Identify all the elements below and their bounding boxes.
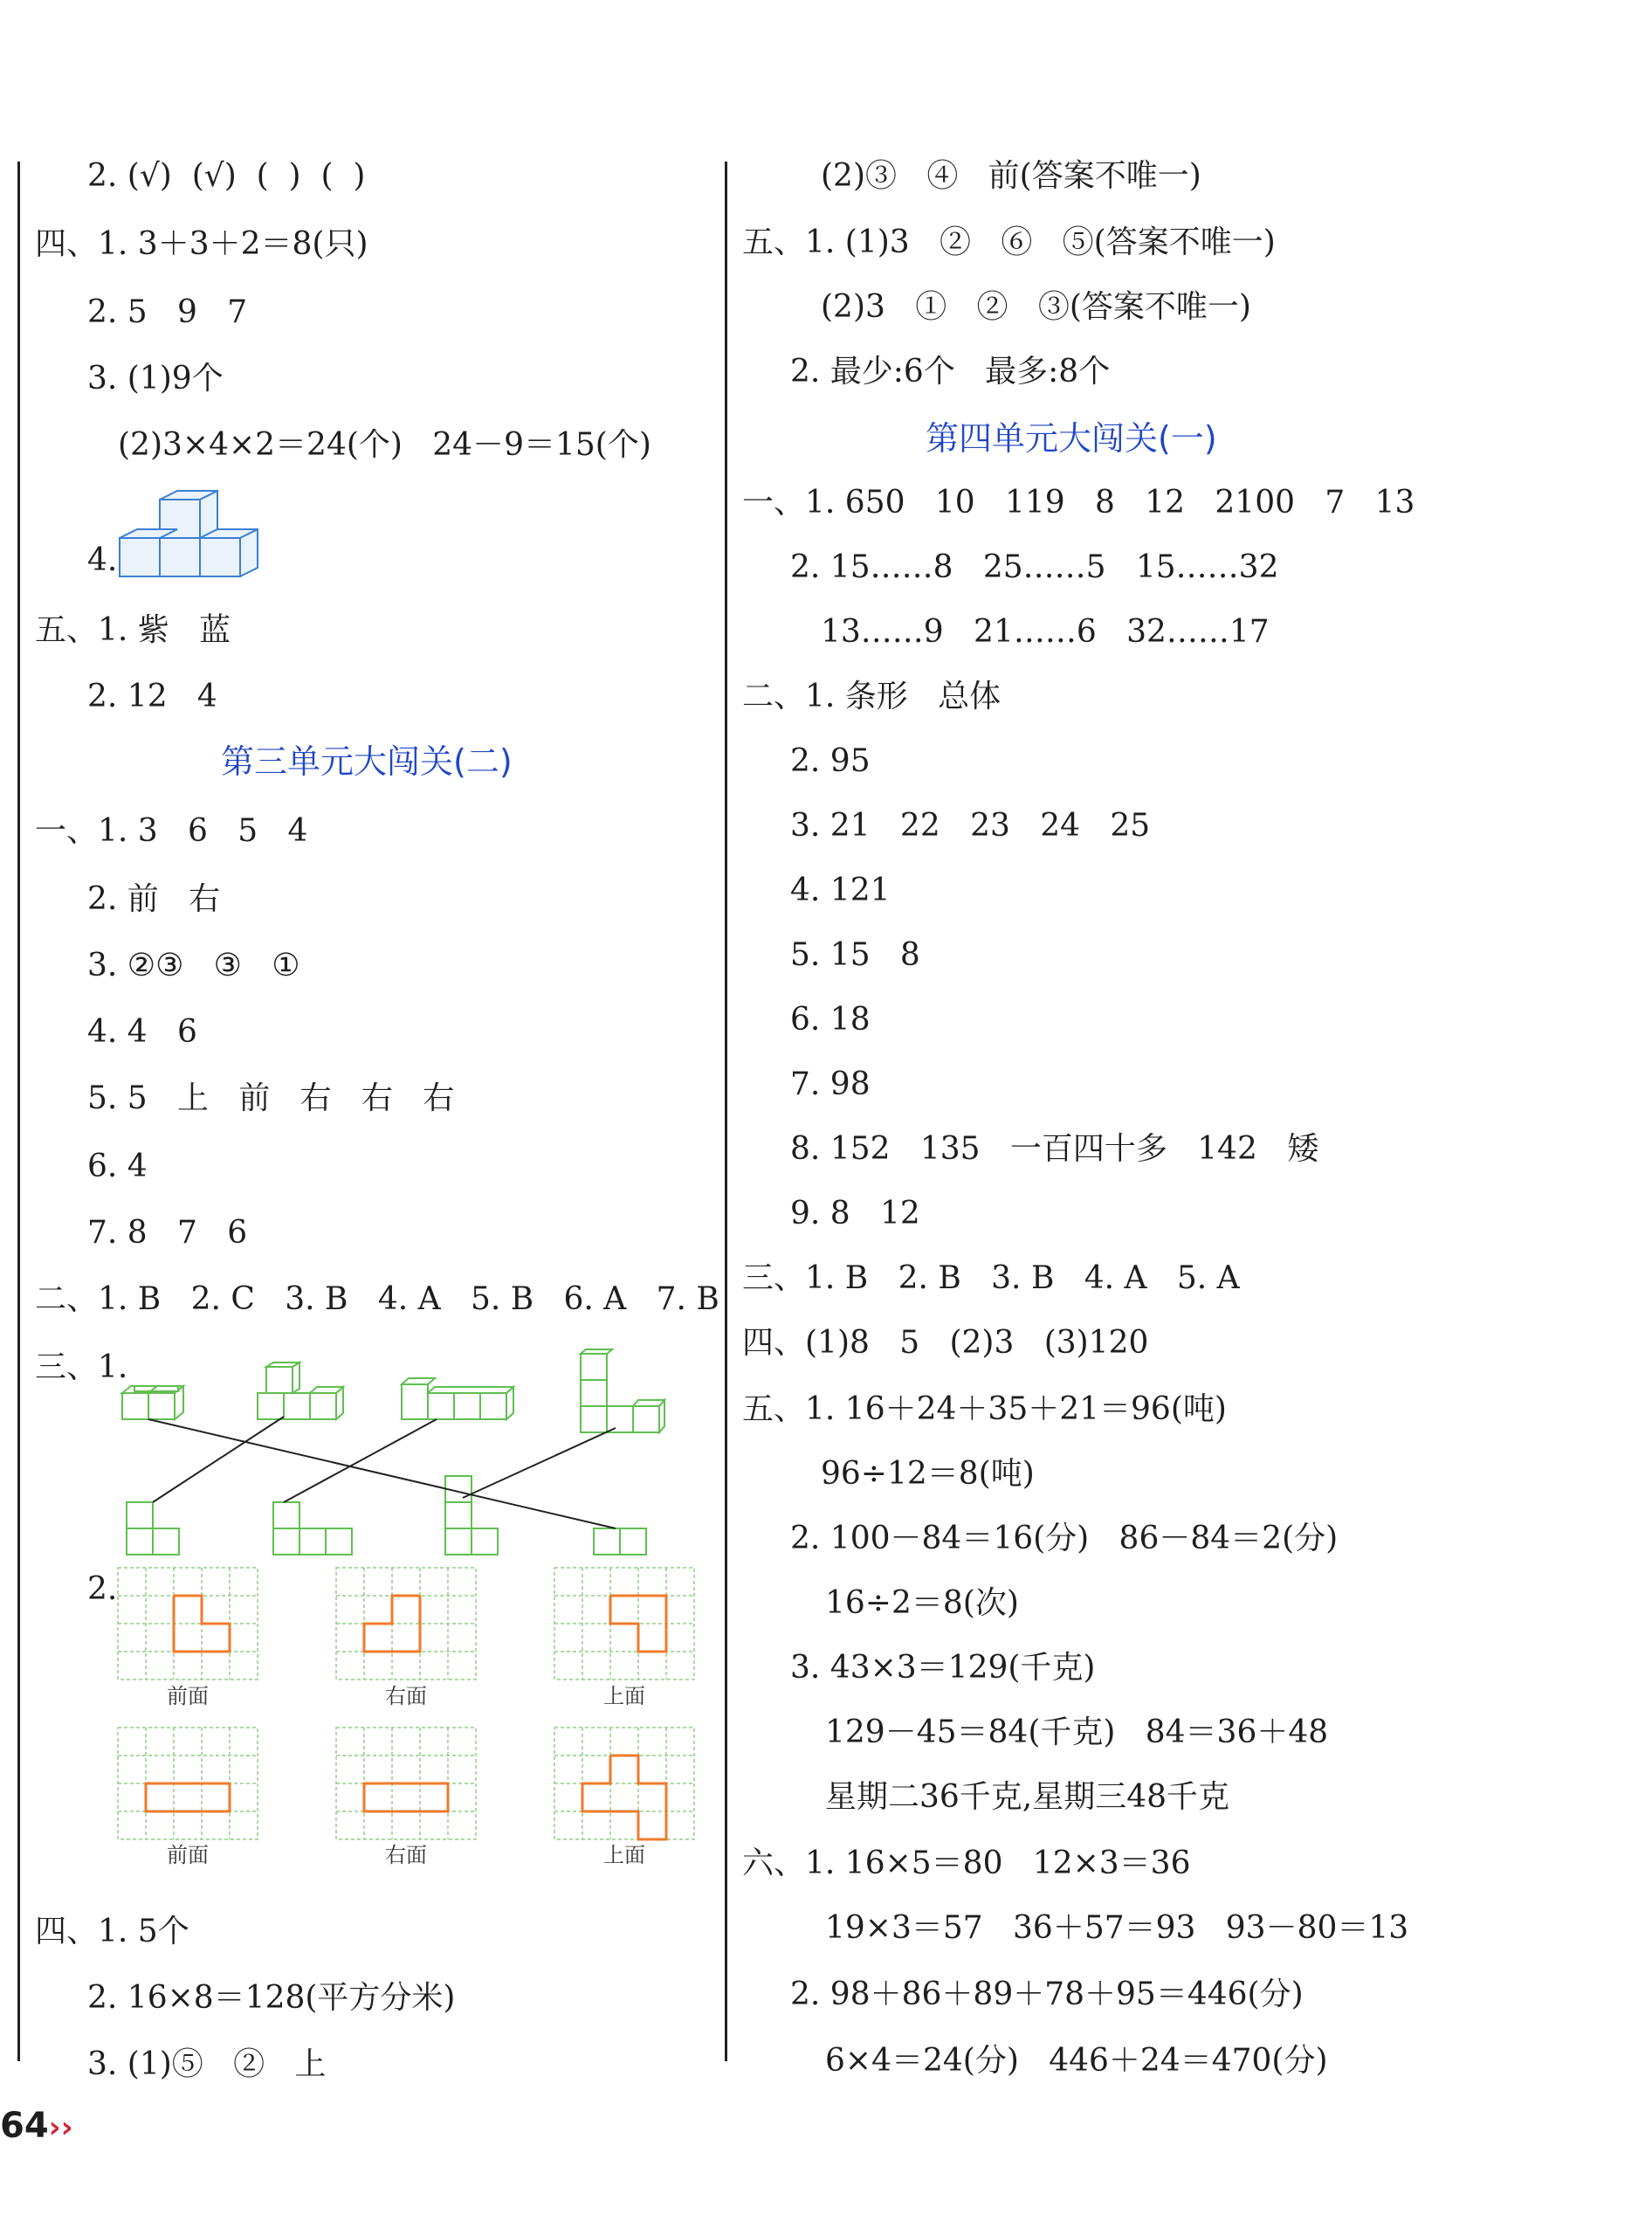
view-caption: 上面	[603, 1684, 645, 1708]
answer-line: 4. 121	[790, 873, 891, 908]
left-margin-rule	[17, 162, 20, 2061]
answer-line: 星期二36千克,星期三48千克	[825, 1779, 1230, 1815]
answer-line: 四、(1)8 5 (2)3 (3)120	[742, 1325, 1149, 1361]
cube-stack-figure	[118, 489, 266, 590]
view-grid-front-2	[118, 1728, 258, 1839]
section-title: 第三单元大闯关(二)	[221, 742, 513, 781]
answer-line: 2. 16×8＝128(平方分米)	[87, 1980, 456, 2016]
answer-line: 3. (1)9个	[87, 361, 224, 397]
column-divider-rule	[725, 162, 727, 2061]
page-number	[0, 2105, 73, 2149]
view-grid-top-2	[554, 1728, 694, 1839]
view-caption: 前面	[167, 1684, 209, 1708]
answer-line: 3. 21 22 23 24 25	[790, 808, 1151, 844]
answer-line: 129－45＝84(千克) 84＝36＋48	[825, 1714, 1329, 1750]
answer-line: 2. 前 右	[87, 881, 221, 917]
view-caption: 前面	[167, 1843, 209, 1867]
answer-line: 2.	[87, 1571, 118, 1607]
answer-line: 9. 8 12	[790, 1196, 920, 1231]
answer-line: 7. 98	[790, 1066, 871, 1102]
view-caption: 上面	[603, 1843, 645, 1867]
answer-line: 8. 152 135 一百四十多 142 矮	[790, 1131, 1319, 1167]
answer-line: 13……9 21……6 32……17	[821, 614, 1270, 650]
view-grid-right-1	[336, 1568, 476, 1680]
answer-line: 一、1. 3 6 5 4	[35, 813, 308, 849]
answer-line: 五、1. (1)3 ② ⑥ ⑤(答案不唯一)	[742, 224, 1276, 260]
view-grid-front-1	[118, 1568, 258, 1680]
cube-matching-figure	[118, 1345, 685, 1555]
answer-line: 5. 5 上 前 右 右 右	[87, 1080, 455, 1116]
answer-line: (2)3 ① ② ③(答案不唯一)	[821, 289, 1251, 325]
answer-line: 五、1. 16＋24＋35＋21＝96(吨)	[742, 1391, 1227, 1427]
answer-line: 2. 15……8 25……5 15……32	[790, 549, 1279, 585]
page-arrow-icon: ››	[48, 2110, 73, 2145]
answer-line: 2. 95	[790, 743, 871, 779]
answer-line: 3. ②③ ③ ①	[87, 948, 300, 983]
answer-line: 一、1. 650 10 119 8 12 2100 7 13	[742, 485, 1415, 521]
answer-line: 3. 43×3＝129(千克)	[790, 1650, 1096, 1686]
answer-line: 2. (√) (√) ( ) ( )	[87, 158, 366, 194]
answer-line: 四、1. 5个	[35, 1914, 189, 1949]
answer-line: 六、1. 16×5＝80 12×3＝36	[742, 1845, 1191, 1881]
answer-line: 2. 12 4	[87, 679, 217, 714]
view-grid-top-1	[554, 1568, 694, 1680]
answer-line: 2. 98＋86＋89＋78＋95＝446(分)	[790, 1976, 1304, 2012]
answer-line: 四、1. 3＋3＋2＝8(只)	[35, 226, 368, 262]
view-grid-right-2	[336, 1728, 476, 1839]
answer-line: 二、1. B 2. C 3. B 4. A 5. B 6. A 7. B	[35, 1281, 719, 1317]
answer-line: 3. (1)⑤ ② 上	[87, 2046, 327, 2082]
answer-line: 三、1. B 2. B 3. B 4. A 5. A	[742, 1260, 1240, 1296]
answer-line: 6×4＝24(分) 446＋24＝470(分)	[825, 2043, 1328, 2079]
view-caption: 右面	[385, 1684, 427, 1708]
answer-line: 16÷2＝8(次)	[825, 1585, 1019, 1621]
answer-line: (2)3×4×2＝24(个) 24－9＝15(个)	[118, 427, 651, 463]
answer-line: 2. 5 9 7	[87, 294, 248, 330]
answer-line: 6. 18	[790, 1002, 871, 1038]
answer-line: 19×3＝57 36＋57＝93 93－80＝13	[825, 1910, 1409, 1946]
answer-line: 三、1.	[35, 1349, 128, 1385]
answer-line: 5. 15 8	[790, 937, 920, 973]
answer-line: 4.	[87, 542, 118, 578]
section-title: 第四单元大闯关(一)	[926, 419, 1217, 458]
answer-line: 96÷12＝8(吨)	[821, 1456, 1035, 1492]
answer-line: 2. 最少:6个 最多:8个	[790, 354, 1111, 390]
answer-line: 二、1. 条形 总体	[742, 679, 1002, 714]
view-caption: 右面	[385, 1843, 427, 1867]
page-number-value: 64	[0, 2106, 49, 2146]
answer-line: 6. 4	[87, 1149, 148, 1184]
answer-line: 7. 8 7 6	[87, 1215, 248, 1251]
answer-line: 2. 100－84＝16(分) 86－84＝2(分)	[790, 1521, 1339, 1556]
answer-line: 4. 4 6	[87, 1014, 197, 1050]
answer-line: 五、1. 紫 蓝	[35, 612, 231, 648]
answer-line: (2)③ ④ 前(答案不唯一)	[821, 158, 1201, 194]
